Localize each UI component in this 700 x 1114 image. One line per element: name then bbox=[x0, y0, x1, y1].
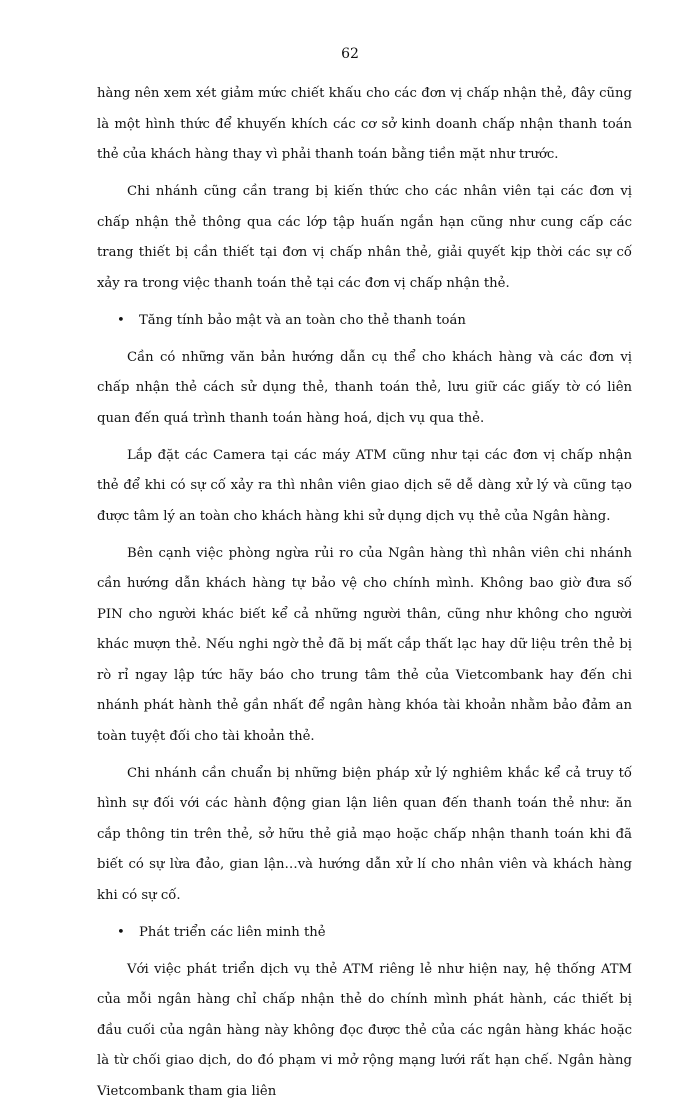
paragraph: Cần có những văn bản hướng dẫn cụ thể cho khách hàng và các đơn vị chấp nhận thẻ cách sử dụng thẻ, thanh toán thẻ, lưu giữ các giấy tờ có liên quan đến quá trình thanh toán hàng hoá, dịch vụ qua thẻ. bbox=[97, 349, 632, 426]
paragraph: Với việc phát triển dịch vụ thẻ ATM riêng lẻ như hiện nay, hệ thống ATM của mỗi ngân hàng chỉ chấp nhận thẻ do chính mình phát hành, các thiết bị đầu cuối của ngân hàng này không đọc được thẻ của các ngân hàng khác hoặc là từ chối giao dịch, do đó phạm vi mở rộng mạng lưới rất hạn chế. Ngân hàng Vietcombank tham gia liên bbox=[97, 961, 632, 1099]
paragraph: Bên cạnh việc phòng ngừa rủi ro của Ngân hàng thì nhân viên chi nhánh cần hướng dẫn khách hàng tự bảo vệ cho chính mình. Không bao giờ đưa số PIN cho người khác biết kể cả những người thân, cũng như không cho người khác mượn thẻ. Nếu nghi ngờ thẻ đã bị mất cắp thất lạc hay dữ liệu trên thẻ bị rò rỉ ngay lập tức hãy báo cho trung tâm thẻ của Vietcombank hay đến chi nhánh phát hành thẻ gần nhất để ngân hàng khóa tài khoản nhằm bảo đảm an toàn tuyệt đối cho tài khoản thẻ. bbox=[97, 545, 632, 744]
page-number: 62 bbox=[341, 46, 359, 62]
body-text bbox=[97, 79, 632, 1114]
bullet-text: Tăng tính bảo mật và an toàn cho thẻ thanh toán bbox=[139, 312, 466, 328]
paragraph: Chi nhánh cũng cần trang bị kiến thức cho các nhân viên tại các đơn vị chấp nhận thẻ thông qua các lớp tập huấn ngắn hạn cũng như cung cấp các trang thiết bị cần thiết tại đơn vị chấp nhân thẻ, giải quyết kịp thời các sự cố xảy ra trong việc thanh toán thẻ tại các đơn vị chấp nhận thẻ. bbox=[97, 184, 632, 291]
paragraph: hàng nên xem xét giảm mức chiết khấu cho các đơn vị chấp nhận thẻ, đây cũng là một hình thức để khuyến khích các cơ sở kinh doanh chấp nhận thanh toán thẻ của khách hàng thay vì phải thanh toán bằng tiền mặt như trước. bbox=[97, 86, 632, 162]
bullet-heading bbox=[97, 918, 632, 949]
bullet-heading bbox=[97, 306, 632, 337]
bullet-text: Phát triển các liên minh thẻ bbox=[139, 924, 326, 940]
paragraph: Chi nhánh cần chuẩn bị những biện pháp xử lý nghiêm khắc kể cả truy tố hình sự đối với các hành động gian lận liên quan đến thanh toán thẻ như: ăn cắp thông tin trên thẻ, sở hữu thẻ giả mạo hoặc chấp nhận thanh toán khi đã biết có sự lừa đảo, gian lận…và hướng dẫn xử lí cho nhân viên và khách hàng khi có sự cố. bbox=[97, 765, 632, 903]
bullet-marker: • bbox=[117, 924, 125, 940]
bullet-marker: • bbox=[117, 312, 125, 328]
paragraph: Lắp đặt các Camera tại các máy ATM cũng như tại các đơn vị chấp nhận thẻ để khi có sự cố xảy ra thì nhân viên giao dịch sẽ dễ dàng xử lý và cũng tạo được tâm lý an toàn cho khách hàng khi sử dụng dịch vụ thẻ của Ngân hàng. bbox=[97, 447, 632, 524]
